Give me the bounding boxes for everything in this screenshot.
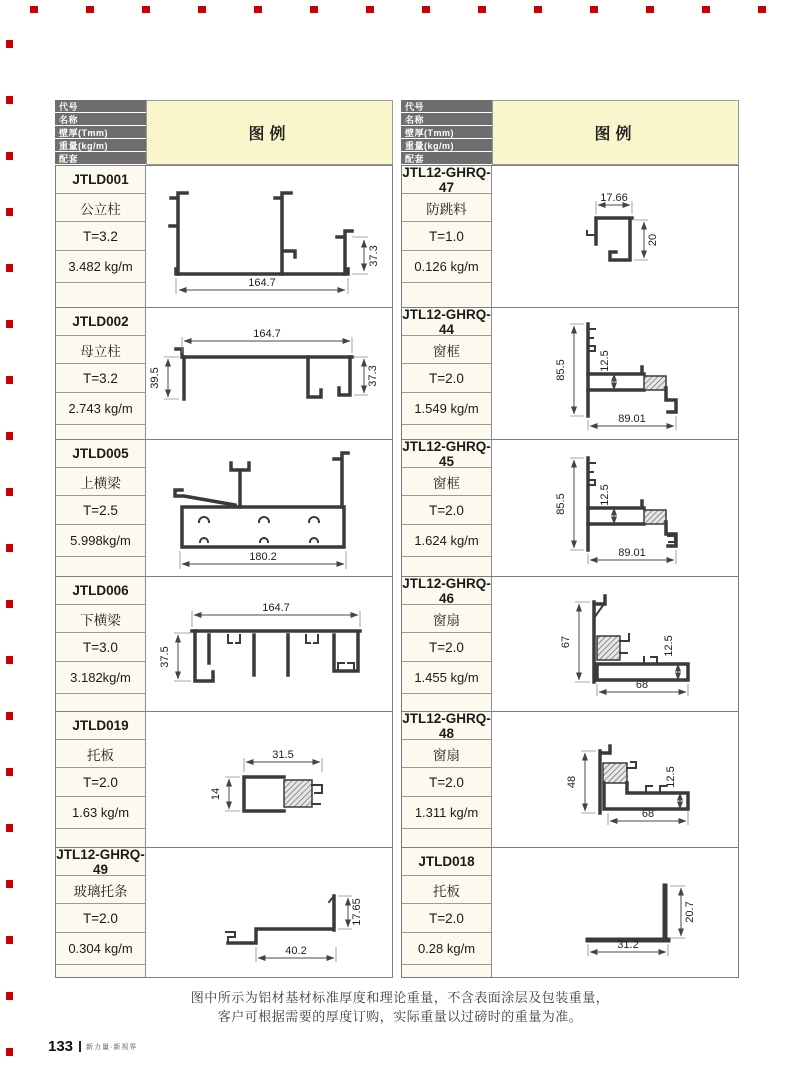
dim-label: 37.3	[367, 364, 379, 387]
print-mark	[6, 824, 13, 832]
print-mark	[86, 6, 94, 13]
dim-label: 48	[566, 775, 578, 788]
profile-thickness: T=3.2	[56, 222, 145, 251]
dim-label: 31.2	[617, 938, 639, 951]
footer-note-line1: 图中所示为铝材基材标准厚度和理论重量，不含表面涂层及包装重量，	[190, 990, 610, 1005]
label-column	[402, 848, 492, 977]
label-column	[56, 712, 146, 847]
dim-label: 164.7	[253, 327, 281, 340]
footer-divider	[79, 1041, 81, 1052]
profile-block-jtld001	[55, 165, 393, 308]
profile-name: 公立柱	[56, 194, 145, 222]
print-mark	[6, 96, 13, 104]
profile-block-ghrq47	[401, 165, 739, 308]
profile-diagram	[492, 166, 738, 307]
profile-accessory	[56, 557, 145, 576]
print-mark	[6, 488, 13, 496]
profile-weight: 1.624 kg/m	[402, 525, 491, 557]
footer-note-line2: 客户可根据需要的厚度订购，实际重量以过磅时的重量为准。	[217, 1009, 583, 1024]
profile-code: JTL12-GHRQ-49	[56, 846, 145, 877]
table-row	[55, 577, 739, 712]
profile-diagram	[492, 440, 738, 576]
dim-label: 12.5	[665, 765, 677, 788]
profile-thickness: T=2.0	[56, 904, 145, 933]
profile-diagram	[492, 848, 738, 977]
profile-accessory	[402, 965, 491, 977]
field-label-name: 名称	[55, 113, 146, 125]
profile-name: 下横梁	[56, 605, 145, 633]
profile-code: JTLD001	[56, 166, 145, 194]
profile-diagram	[146, 440, 392, 576]
dim-label: 31.5	[272, 748, 294, 761]
profile-weight: 0.304 kg/m	[56, 933, 145, 965]
print-mark	[646, 6, 654, 13]
profile-code: JTLD018	[402, 848, 491, 876]
column-gap	[393, 440, 401, 577]
profile-name: 母立柱	[56, 336, 145, 364]
page-footer	[48, 1038, 137, 1055]
print-mark	[6, 1048, 13, 1056]
label-column	[402, 166, 492, 307]
column-gap	[393, 308, 401, 440]
profile-weight: 5.998kg/m	[56, 525, 145, 557]
legend-header: 图例	[492, 100, 739, 165]
profile-name: 窗扇	[402, 605, 491, 633]
print-mark	[6, 320, 13, 328]
print-mark	[142, 6, 150, 13]
table-row	[55, 848, 739, 978]
print-mark	[6, 376, 13, 384]
profile-code: JTLD006	[56, 577, 145, 605]
profile-accessory	[56, 829, 145, 847]
profile-weight: 0.28 kg/m	[402, 933, 491, 965]
profile-thickness: T=2.0	[402, 633, 491, 662]
profile-block-ghrq46	[401, 577, 739, 712]
profile-block-ghrq48	[401, 712, 739, 848]
profile-thickness: T=3.0	[56, 633, 145, 662]
field-label-code: 代号	[401, 100, 492, 112]
profile-thickness: T=3.2	[56, 364, 145, 393]
print-mark	[6, 712, 13, 720]
print-mark	[6, 936, 13, 944]
dim-label: 39.5	[149, 366, 161, 389]
profile-table	[55, 100, 739, 978]
table-header-row	[55, 100, 739, 165]
print-mark	[6, 40, 13, 48]
profile-thickness: T=1.0	[402, 222, 491, 251]
dim-label: 68	[635, 679, 649, 691]
print-mark	[758, 6, 766, 13]
field-label-name: 名称	[401, 113, 492, 125]
table-row	[55, 308, 739, 440]
dim-label: 85.5	[555, 493, 567, 515]
profile-weight: 1.63 kg/m	[56, 797, 145, 829]
profile-weight: 3.482 kg/m	[56, 251, 145, 283]
print-mark	[6, 992, 13, 1000]
dim-label: 12.5	[599, 484, 611, 506]
profile-name: 窗扇	[402, 740, 491, 768]
print-mark	[478, 6, 486, 13]
print-mark	[6, 656, 13, 664]
profile-weight: 1.549 kg/m	[402, 393, 491, 425]
label-column	[56, 166, 146, 307]
dim-label: 89.01	[618, 547, 646, 559]
label-column	[56, 848, 146, 977]
profile-thickness: T=2.5	[56, 496, 145, 525]
profile-name: 托板	[402, 876, 491, 904]
profile-accessory	[56, 283, 145, 307]
profile-name: 防跳料	[402, 194, 491, 222]
profile-block-jtld018	[401, 848, 739, 978]
print-mark	[30, 6, 38, 13]
profile-accessory	[56, 965, 145, 977]
profile-block-ghrq45	[401, 440, 739, 577]
profile-accessory	[402, 283, 491, 307]
column-gap	[393, 848, 401, 978]
field-label-accessory: 配套	[55, 152, 146, 164]
print-mark	[6, 208, 13, 216]
profile-diagram	[146, 166, 392, 307]
table-row	[55, 440, 739, 577]
dim-label: 180.2	[249, 551, 277, 563]
label-column	[402, 440, 492, 576]
profile-code: JTLD019	[56, 712, 145, 740]
dim-label: 37.5	[159, 646, 171, 668]
profile-name: 上横梁	[56, 468, 145, 496]
profile-thickness: T=2.0	[56, 768, 145, 797]
profile-code: JTL12-GHRQ-47	[402, 164, 491, 195]
print-mark	[590, 6, 598, 13]
profile-thickness: T=2.0	[402, 904, 491, 933]
profile-accessory	[402, 829, 491, 847]
print-mark	[6, 152, 13, 160]
profile-diagram	[492, 712, 738, 847]
profile-block-ghrq44	[401, 308, 739, 440]
profile-diagram	[146, 848, 392, 977]
dim-label: 37.3	[368, 244, 380, 267]
dim-label: 85.5	[555, 358, 567, 381]
label-column	[56, 308, 146, 439]
label-column	[56, 440, 146, 576]
column-gap	[393, 577, 401, 712]
header-group-left	[55, 100, 393, 165]
print-mark	[6, 768, 13, 776]
dim-label: 67	[560, 635, 572, 649]
profile-diagram	[492, 577, 738, 711]
column-gap	[393, 100, 401, 165]
column-gap	[393, 165, 401, 308]
table-row	[55, 712, 739, 848]
profile-weight: 3.182kg/m	[56, 662, 145, 694]
dim-label: 164.7	[248, 276, 276, 289]
profile-thickness: T=2.0	[402, 364, 491, 393]
profile-weight: 2.743 kg/m	[56, 393, 145, 425]
dim-label: 89.01	[618, 412, 646, 425]
dim-label: 17.66	[600, 191, 628, 204]
page-number: 133	[48, 1038, 74, 1055]
header-group-right	[401, 100, 739, 165]
profile-weight: 1.311 kg/m	[402, 797, 491, 829]
print-mark	[6, 432, 13, 440]
print-mark	[6, 264, 13, 272]
dim-label: 40.2	[285, 944, 307, 957]
profile-code: JTL12-GHRQ-45	[402, 438, 491, 469]
profile-accessory	[56, 425, 145, 439]
dim-label: 17.65	[351, 897, 363, 926]
profile-block-ghrq49	[55, 848, 393, 978]
profile-thickness: T=2.0	[402, 768, 491, 797]
profile-code: JTLD002	[56, 308, 145, 336]
print-mark	[6, 544, 13, 552]
dim-label: 20.7	[684, 900, 696, 923]
field-label-thickness: 壁厚(Tmm)	[401, 126, 492, 138]
field-label-thickness: 壁厚(Tmm)	[55, 126, 146, 138]
profile-weight: 1.455 kg/m	[402, 662, 491, 694]
profile-accessory	[402, 557, 491, 576]
dim-label: 14	[210, 787, 222, 800]
profile-thickness: T=2.0	[402, 496, 491, 525]
footer-tagline: 新力量·新视界	[86, 1043, 138, 1051]
profile-code: JTL12-GHRQ-46	[402, 575, 491, 606]
print-mark	[534, 6, 542, 13]
label-column	[402, 308, 492, 439]
profile-name: 窗框	[402, 468, 491, 496]
profile-code: JTL12-GHRQ-48	[402, 710, 491, 741]
dim-label: 20	[647, 233, 659, 246]
profile-accessory	[402, 425, 491, 439]
column-gap	[393, 712, 401, 848]
profile-code: JTLD005	[56, 440, 145, 468]
label-column	[56, 577, 146, 711]
table-row	[55, 165, 739, 308]
profile-block-jtld006	[55, 577, 393, 712]
profile-weight: 0.126 kg/m	[402, 251, 491, 283]
profile-block-jtld002	[55, 308, 393, 440]
print-mark	[702, 6, 710, 13]
profile-accessory	[56, 694, 145, 711]
print-mark	[310, 6, 318, 13]
field-label-column	[401, 100, 492, 165]
print-mark	[6, 880, 13, 888]
field-label-weight: 重量(kg/m)	[55, 139, 146, 151]
field-label-code: 代号	[55, 100, 146, 112]
print-mark	[366, 6, 374, 13]
dim-label: 12.5	[663, 635, 675, 657]
field-label-accessory: 配套	[401, 152, 492, 164]
profile-name: 玻璃托条	[56, 876, 145, 904]
profile-block-jtld005	[55, 440, 393, 577]
legend-header: 图例	[146, 100, 393, 165]
profile-code: JTL12-GHRQ-44	[402, 306, 491, 337]
label-column	[402, 577, 492, 711]
profile-name: 窗框	[402, 336, 491, 364]
profile-diagram	[492, 308, 738, 439]
dim-label: 68	[641, 807, 655, 820]
profile-diagram	[146, 577, 392, 711]
print-mark	[422, 6, 430, 13]
profile-name: 托板	[56, 740, 145, 768]
print-mark	[6, 600, 13, 608]
field-label-weight: 重量(kg/m)	[401, 139, 492, 151]
profile-diagram	[146, 308, 392, 439]
profile-diagram	[146, 712, 392, 847]
profile-accessory	[402, 694, 491, 711]
label-column	[402, 712, 492, 847]
field-label-column	[55, 100, 146, 165]
dim-label: 12.5	[599, 349, 611, 372]
dim-label: 164.7	[262, 602, 290, 614]
footer-note	[0, 988, 800, 1026]
print-mark	[254, 6, 262, 13]
profile-block-jtld019	[55, 712, 393, 848]
print-mark	[198, 6, 206, 13]
